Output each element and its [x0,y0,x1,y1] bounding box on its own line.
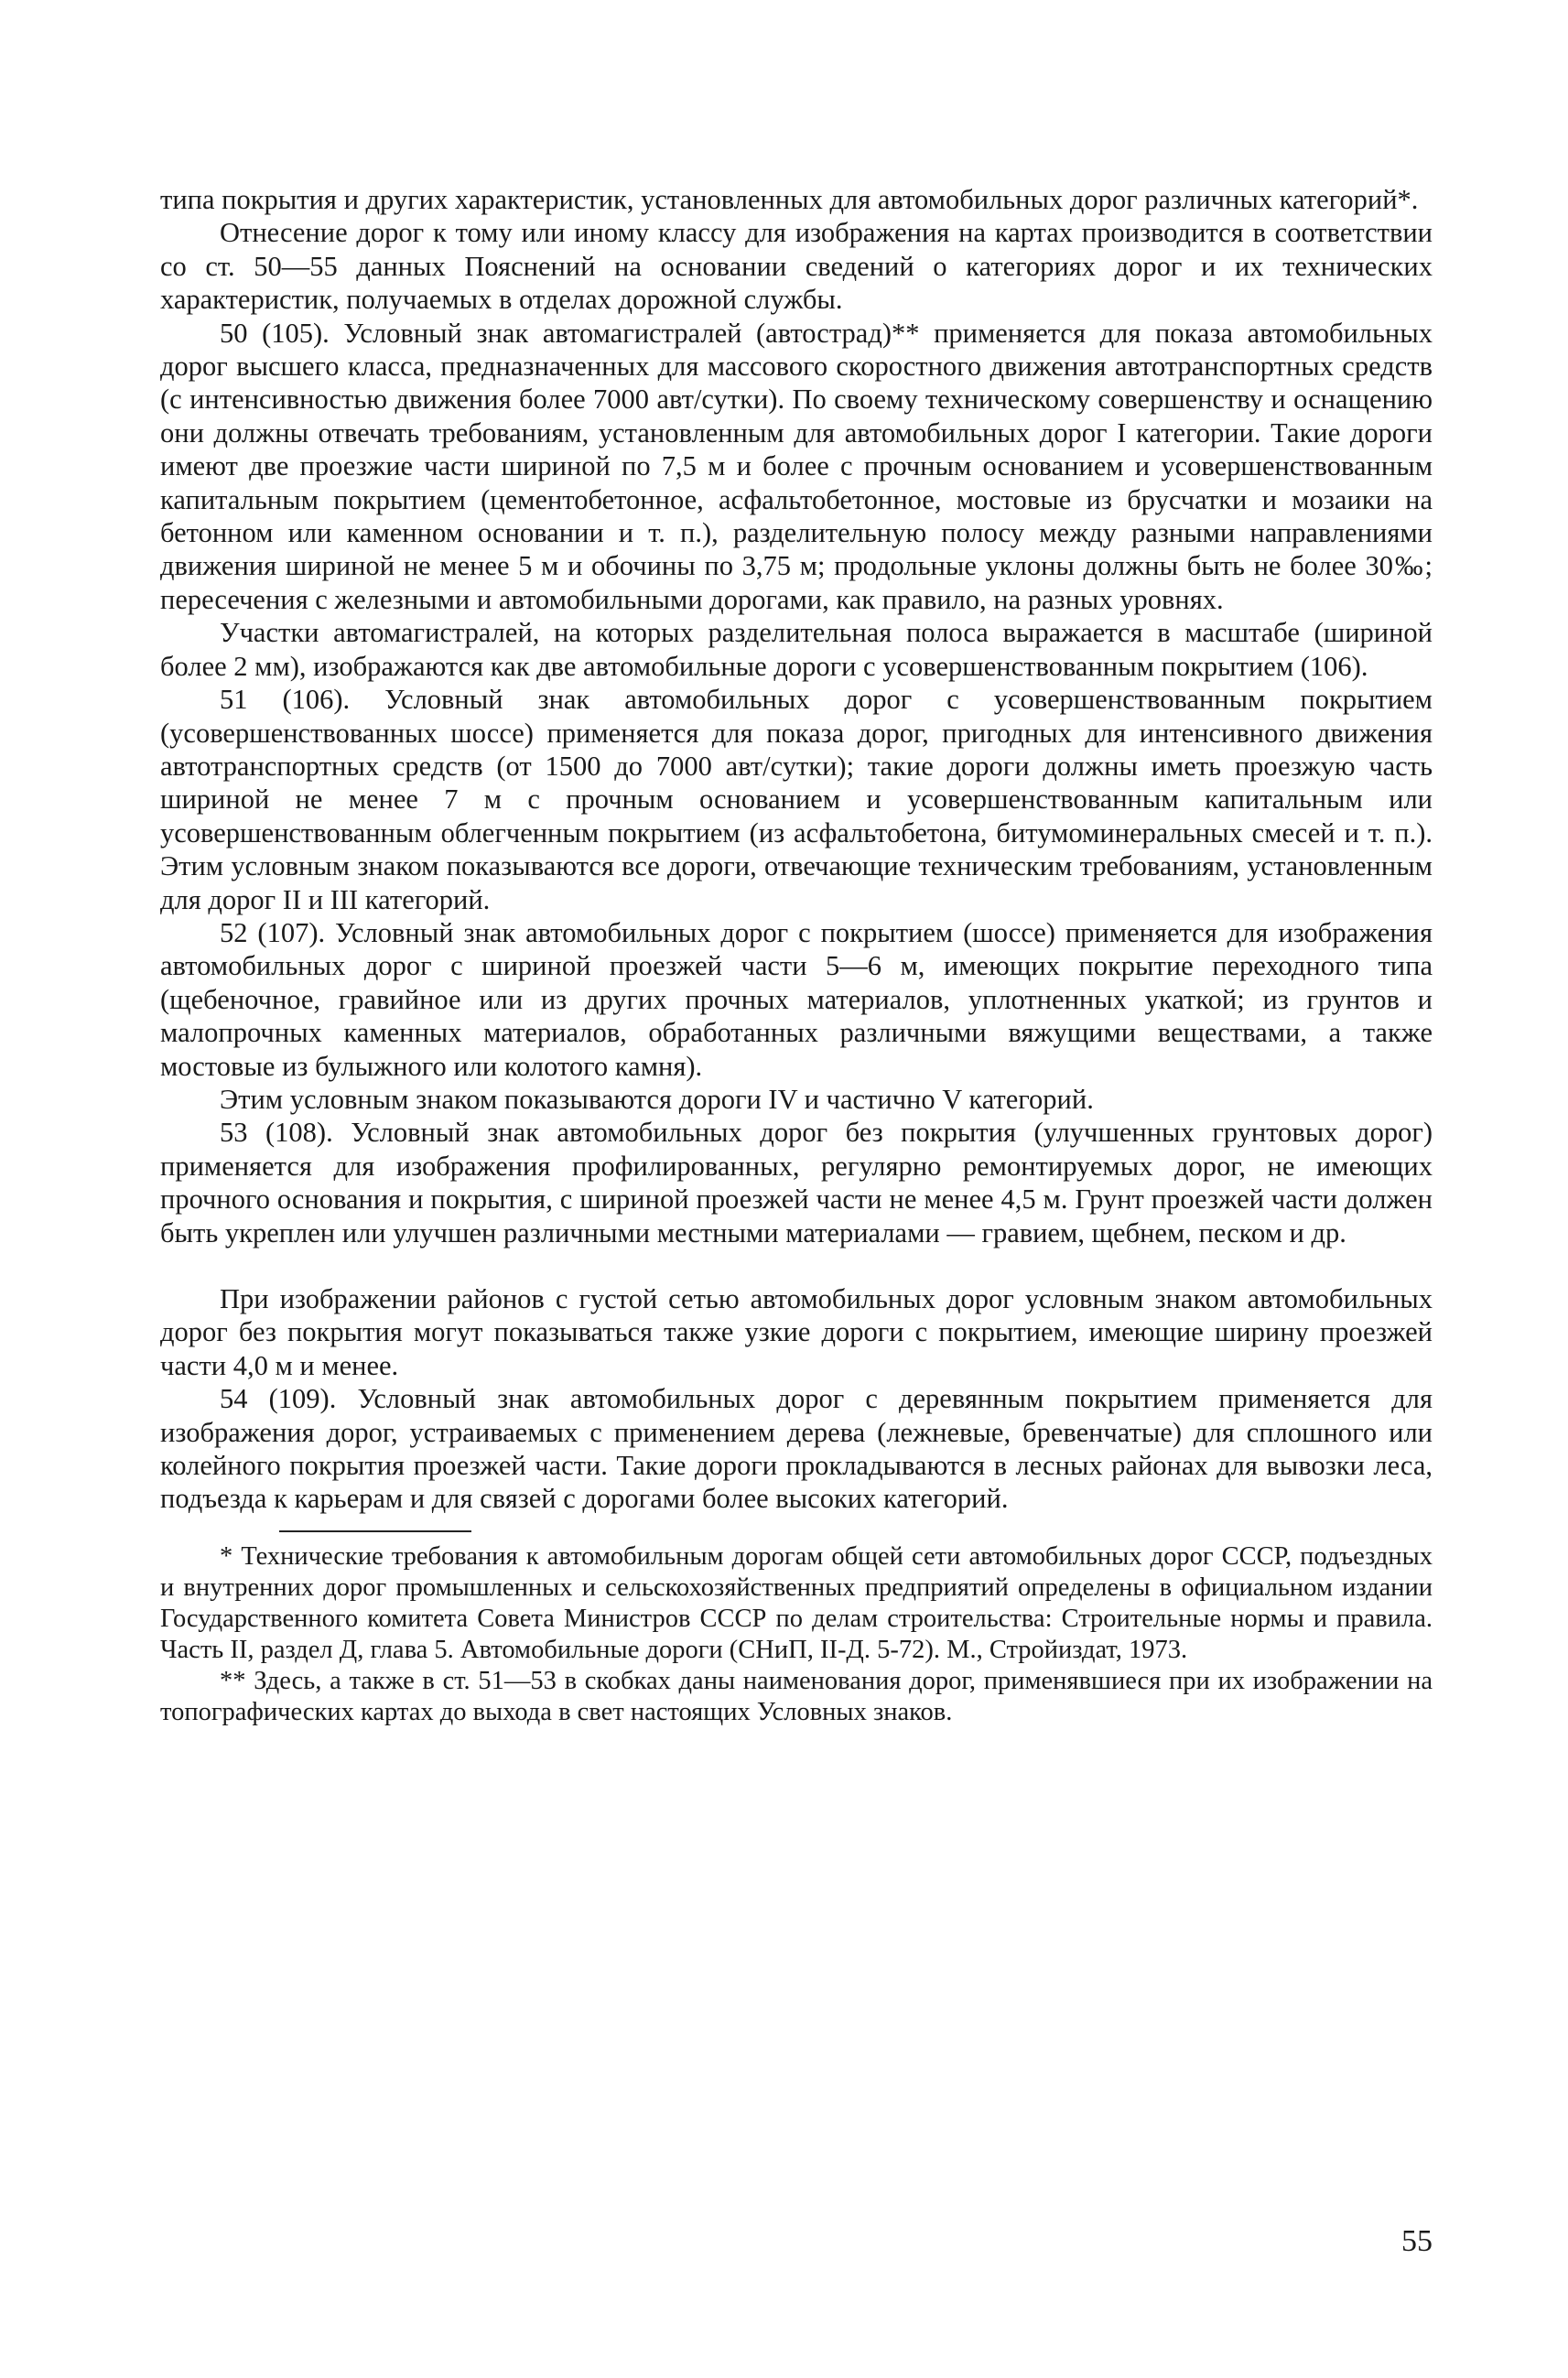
paragraph-continuation: типа покрытия и других характеристик, установленных для автомобильных дорог различных категорий*. [160,184,1419,215]
paragraph-article-53: 53 (108). Условный знак автомобильных дорог без покрытия (улучшенных грунтовых дорог) применяется для изображения профилированных, регулярно ремонтируемых дорог, не имеющих прочного основания и покрытия, с шириной проезжей части не менее 4,5 м. Грунт проезжей части должен быть укреплен или улучшен различными местными материалами — гравием, щебнем, песком и др. [160,1117,1433,1248]
page-body [160,183,1433,1728]
paragraph-motorway-sections: Участки автомагистралей, на которых разделительная полоса выражается в масштабе (шириной более 2 мм), изображаются как две автомобильные дороги с усовершенствованным покрытием (106). [160,617,1433,682]
footnote-1: * Технические требования к автомобильным дорогам общей сети автомобильных дорог СССР, подъездных и внутренних дорог промышленных и сельскохозяйственных предприятий определены в официальном издании Государственного комитета Совета Министров СССР по делам строительства: Строительные нормы и правила. Часть II, раздел Д, глава 5. Автомобильные дороги (СНиП, II-Д. 5-72). М., Стройиздат, 1973. [160,1541,1433,1664]
footnote-2: ** Здесь, а также в ст. 51—53 в скобках даны наименования дорог, применявшиеся при их изображении на топографических картах до выхода в свет настоящих Условных знаков. [160,1666,1433,1726]
paragraph-article-52: 52 (107). Условный знак автомобильных дорог с покрытием (шоссе) применяется для изображения автомобильных дорог с шириной проезжей части 5—6 м, имеющих покрытие переходного типа (щебеночное, гравийное или из других прочных материалов, уплотненных укаткой; из грунтов и малопрочных каменных материалов, обработанных различными вяжущими веществами, а также мостовые из булыжного или колотого камня). [160,916,1433,1082]
paragraph-article-51: 51 (106). Условный знак автомобильных дорог с усовершенствованным покрытием (усовершенствованных шоссе) применяется для показа дорог, пригодных для интенсивного движения автотранспортных средств (от 1500 до 7000 авт/сутки); такие дороги должны иметь проезжую часть шириной не менее 7 м с прочным основанием и усовершенствованным капитальным или усовершенствованным облегченным покрытием (из асфальтобетона, битумоминеральных смесей и т. п.). Этим условным знаком показываются все дороги, отвечающие техническим требованиям, установленным для дорог II и III категорий. [160,684,1433,915]
paragraph-gap [160,1249,1433,1282]
paragraph-article-50: 50 (105). Условный знак автомагистралей (автострад)** применяется для показа автомобильных дорог высшего класса, предназначенных для массового скоростного движения автотранспортных средств (с интенсивностью движения более 7000 авт/сутки). По своему техническому совершенству и оснащению они должны отвечать требованиям, установленным для автомобильных дорог I категории. Такие дороги имеют две проезжие части шириной по 7,5 м и более с прочным основанием и усовершенствованным капитальным покрытием (цементобетонное, асфальтобетонное, мостовые из брусчатки и мозаики на бетонном или каменном основании и т. п.), разделительную полосу между разными направлениями движения шириной не менее 5 м и обочины по 3,75 м; продольные уклоны должны быть не более 30‰; пересечения с железными и автомобильными дорогами, как правило, на разных уровнях. [160,317,1433,615]
page-number: 55 [1401,2224,1433,2258]
paragraph-road-classification: Отнесение дорог к тому или иному классу для изображения на картах производится в соответствии со ст. 50—55 данных Пояснений на основании сведений о категориях дорог и их технических характеристик, получаемых в отделах дорожной службы. [160,217,1433,316]
paragraph-categories-note: Этим условным знаком показываются дороги IV и частично V категорий. [220,1083,1094,1115]
paragraph-dense-network: При изображении районов с густой сетью автомобильных дорог условным знаком автомобильных дорог без покрытия могут показываться также узкие дороги с покрытием, имеющие ширину проезжей части 4,0 м и менее. [160,1283,1433,1381]
footnote-divider [279,1530,471,1532]
paragraph-article-54: 54 (109). Условный знак автомобильных дорог с деревянным покрытием применяется для изображения дорог, устраиваемых с применением дерева (лежневые, бревенчатые) для сплошного или колейного покрытия проезжей части. Такие дороги прокладываются в лесных районах для вывозки леса, подъезда к карьерам и для связей с дорогами более высоких категорий. [160,1383,1433,1515]
